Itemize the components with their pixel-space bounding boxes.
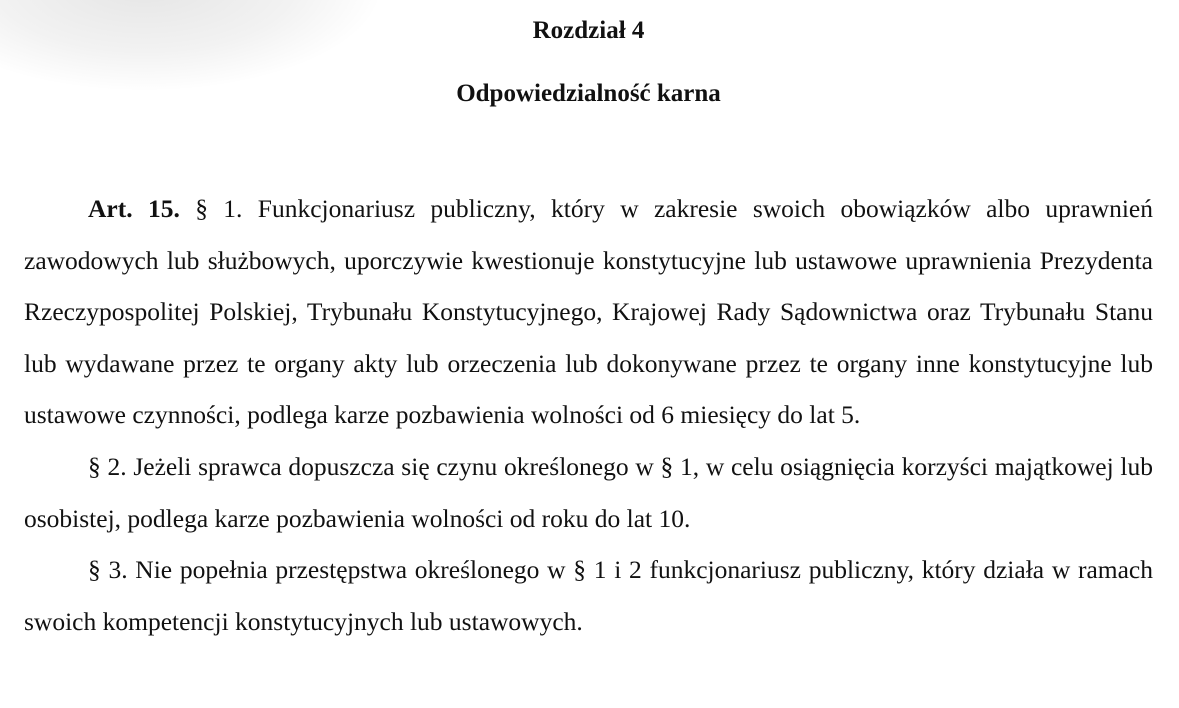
- article-paragraph-3: [24, 544, 1153, 647]
- article-paragraph-1: [24, 183, 1153, 441]
- chapter-title: Rozdział 4: [532, 17, 645, 44]
- paragraph-text: § 2. Jeżeli sprawca dopuszcza się czynu określonego w § 1, w celu osiągnięcia korzyści majątkowej lub osobistej, podlega karze pozbawienia wolności od roku do lat 10.: [24, 451, 1153, 533]
- article-label: Art. 15.: [88, 194, 180, 223]
- article-paragraph-2: [24, 441, 1153, 544]
- paragraph-text: § 1. Funkcjonariusz publiczny, który w zakresie swoich obowiązków albo uprawnień zawodowych lub służbowych, uporczywie kwestionuje konstytucyjne lub ustawowe uprawnienia Prezydenta Rzeczypospolitej Polskiej, Trybunału Konstytucyjnego, Krajowej Rady Sądownictwa oraz Trybunału Stanu lub wydawane przez te organy akty lub orzeczenia lub dokonywane przez te organy inne konstytucyjne lub ustawowe czynności, podlega karze pozbawienia wolności od 6 miesięcy do lat 5.: [24, 194, 1153, 430]
- chapter-subtitle: Odpowiedzialność karna: [456, 80, 721, 107]
- article-body: [24, 183, 1153, 647]
- paragraph-text: § 3. Nie popełnia przestępstwa określonego w § 1 i 2 funkcjonariusz publiczny, który działa w ramach swoich kompetencji konstytucyjnych lub ustawowych.: [24, 555, 1153, 636]
